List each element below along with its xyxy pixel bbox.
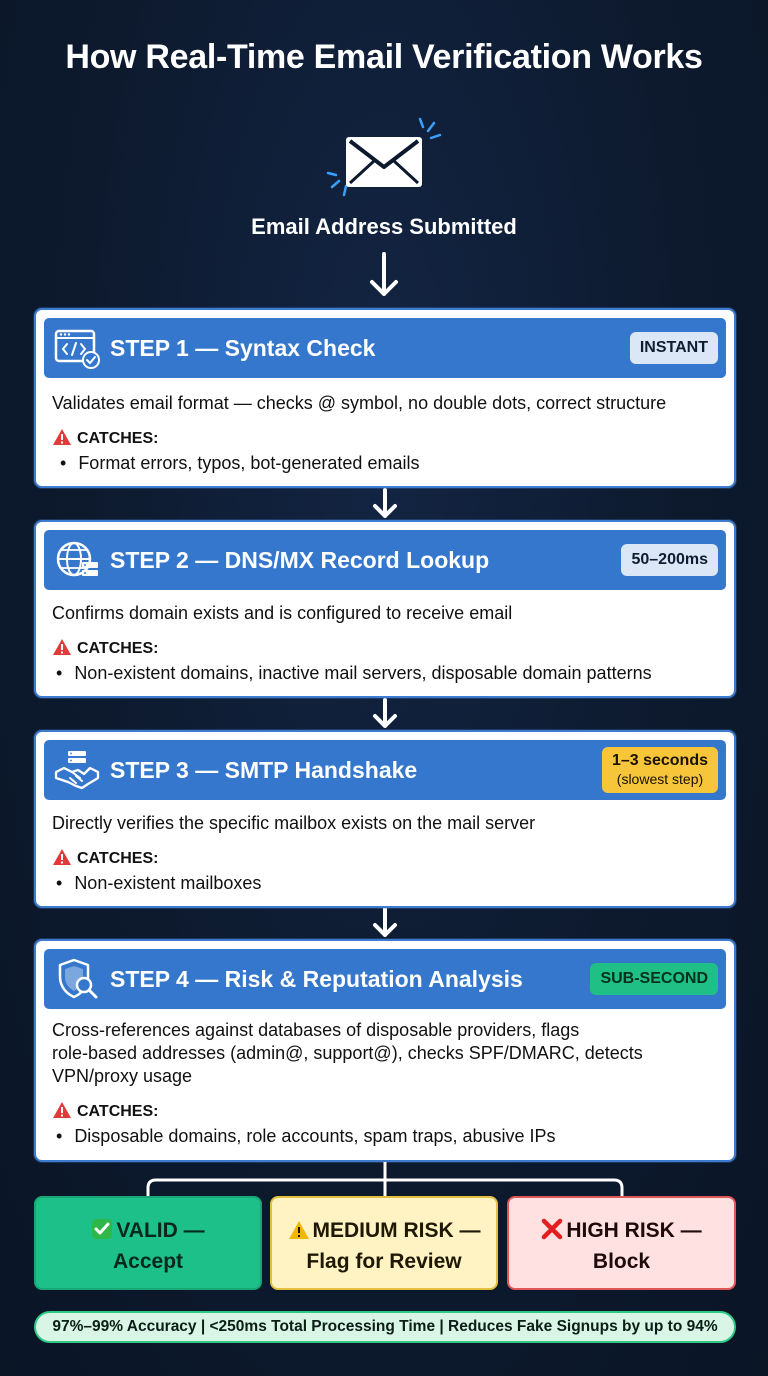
step-4-catches-item: • Disposable domains, role accounts, spam traps, abusive IPs bbox=[56, 1126, 556, 1147]
outcome-high-line1: HIGH RISK — bbox=[509, 1217, 734, 1248]
step-1-header bbox=[44, 318, 726, 378]
step-3-description: Directly verifies the specific mailbox exists on the mail server bbox=[52, 813, 536, 833]
step-4-description-line: Cross-references against databases of disposable providers, flags bbox=[52, 1020, 580, 1040]
step-1-card bbox=[34, 308, 736, 488]
check-icon bbox=[91, 1218, 113, 1248]
email-submitted-label: Email Address Submitted bbox=[251, 214, 517, 239]
step-2-badge: 50–200ms bbox=[621, 544, 718, 576]
step-3-title: STEP 3 — SMTP Handshake bbox=[110, 757, 418, 783]
handshake-icon bbox=[54, 748, 100, 792]
step-4-title: STEP 4 — Risk & Reputation Analysis bbox=[110, 966, 523, 992]
cross-icon bbox=[541, 1218, 563, 1248]
stats-footer: 97%–99% Accuracy | <250ms Total Processing Time | Reduces Fake Signups by up to 94% bbox=[34, 1311, 736, 1343]
down-arrow-icon bbox=[367, 252, 401, 298]
catches-label: CATCHES: bbox=[77, 1103, 159, 1120]
catches-label: CATCHES: bbox=[77, 430, 159, 447]
step-4-description-line: role-based addresses (admin@, support@), checks SPF/DMARC, detects bbox=[52, 1043, 643, 1063]
step-1-description: Validates email format — checks @ symbol, no double dots, correct structure bbox=[52, 393, 667, 413]
step-4-description-line: VPN/proxy usage bbox=[52, 1066, 193, 1086]
step-3-badge-note: (slowest step) bbox=[616, 771, 704, 787]
catches-label: CATCHES: bbox=[77, 850, 159, 867]
outcome-medium-risk bbox=[270, 1196, 498, 1290]
outcome-valid-line2: Accept bbox=[112, 1250, 184, 1273]
step-3-header bbox=[44, 740, 726, 800]
step-2-catches-heading bbox=[52, 638, 158, 661]
down-arrow-icon bbox=[370, 907, 400, 939]
step-3-badge-time: 1–3 seconds bbox=[611, 752, 708, 769]
globe-server-icon bbox=[54, 538, 100, 582]
outcome-medium-line2: Flag for Review bbox=[306, 1250, 462, 1273]
warning-icon bbox=[52, 1101, 72, 1124]
step-1-badge: INSTANT bbox=[630, 332, 718, 364]
warning-icon bbox=[52, 848, 72, 871]
outcome-high-risk bbox=[507, 1196, 736, 1290]
outcome-connector bbox=[140, 1162, 630, 1198]
outcome-valid bbox=[34, 1196, 262, 1290]
warning-icon bbox=[52, 638, 72, 661]
warning-icon bbox=[288, 1220, 310, 1248]
down-arrow-icon bbox=[370, 488, 400, 520]
code-window-icon bbox=[54, 326, 100, 370]
step-2-description: Confirms domain exists and is configured to receive email bbox=[52, 603, 513, 623]
shield-search-icon bbox=[54, 957, 100, 1001]
step-1-title: STEP 1 — Syntax Check bbox=[110, 335, 376, 361]
step-1-catches-heading bbox=[52, 428, 158, 451]
step-4-header bbox=[44, 949, 726, 1009]
outcome-medium-line1: MEDIUM RISK — bbox=[272, 1217, 496, 1248]
step-3-catches-heading bbox=[52, 848, 158, 871]
step-3-card bbox=[34, 730, 736, 908]
step-4-badge: SUB-SECOND bbox=[590, 963, 718, 995]
step-2-header bbox=[44, 530, 726, 590]
down-arrow-icon bbox=[370, 698, 400, 730]
warning-icon bbox=[52, 428, 72, 451]
step-2-catches-item: • Non-existent domains, inactive mail servers, disposable domain patterns bbox=[56, 663, 652, 684]
page-title: How Real-Time Email Verification Works bbox=[65, 38, 703, 76]
outcome-valid-line1: VALID — bbox=[36, 1217, 260, 1248]
step-4-description bbox=[52, 1019, 720, 1088]
catches-label: CATCHES: bbox=[77, 640, 159, 657]
step-3-catches-item: • Non-existent mailboxes bbox=[56, 873, 261, 894]
outcome-high-line2: Block bbox=[592, 1250, 651, 1273]
step-2-title: STEP 2 — DNS/MX Record Lookup bbox=[110, 547, 490, 573]
step-3-badge bbox=[602, 747, 718, 793]
step-2-card bbox=[34, 520, 736, 698]
envelope-icon bbox=[320, 115, 448, 205]
step-4-card bbox=[34, 939, 736, 1162]
step-1-catches-item: • Format errors, typos, bot-generated emails bbox=[60, 453, 419, 474]
step-4-catches-heading bbox=[52, 1101, 158, 1124]
